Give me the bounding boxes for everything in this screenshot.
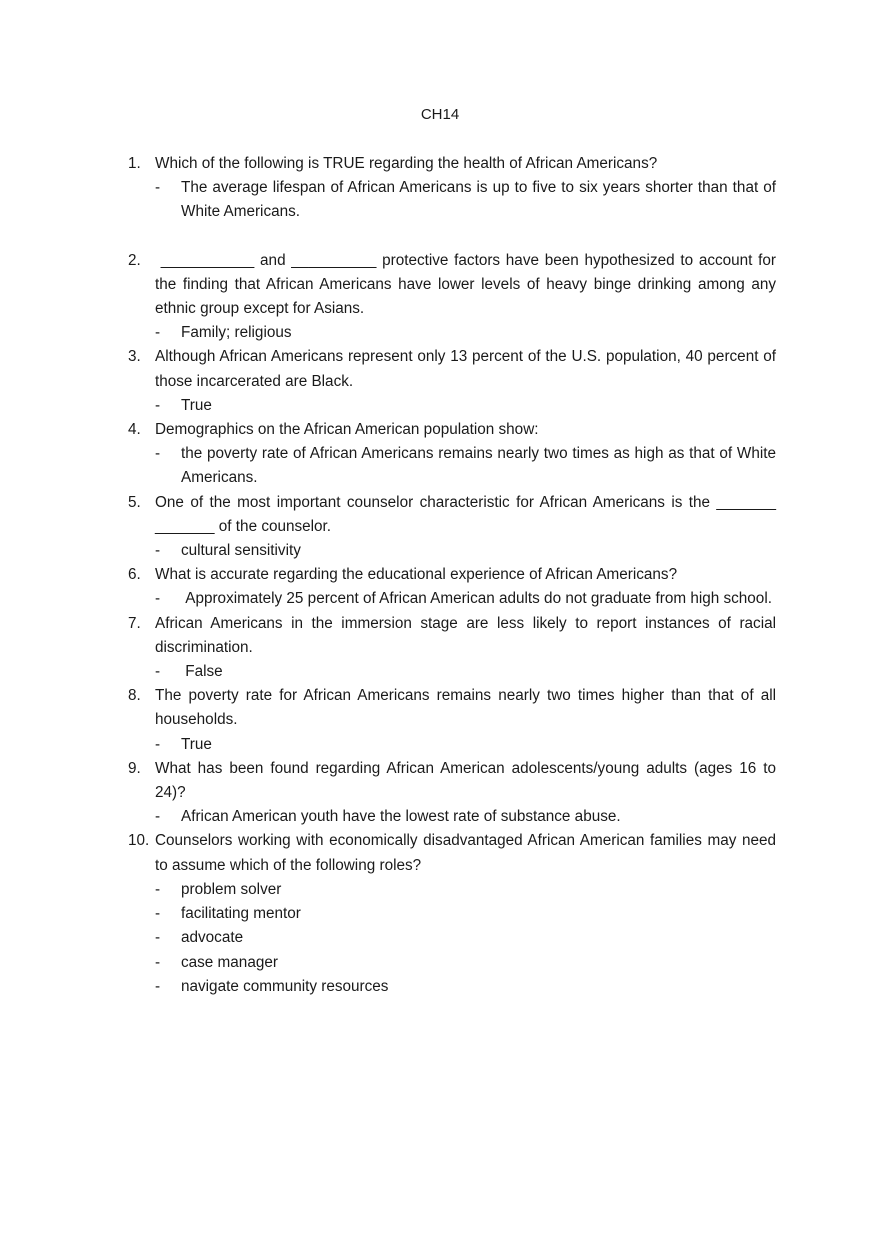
question-item [130, 345, 776, 418]
question-item [130, 152, 776, 225]
document-title: CH14 [420, 106, 460, 123]
answer-text: True [181, 735, 212, 753]
question-item [130, 491, 776, 564]
answer-bullet: - [155, 735, 161, 753]
question-text: ___________ and __________ protective factors have been hypothesized to account for the finding that African Americans have lower levels of heavy binge drinking among any ethnic group except for Asians. [155, 251, 781, 318]
question-text: What is accurate regarding the educational experience of African Americans? [155, 566, 678, 584]
question-item [130, 418, 776, 491]
answer-text: navigate community resources [181, 977, 389, 995]
question-item [130, 684, 776, 757]
answer-text: False [181, 663, 223, 681]
question-text: The poverty rate for African Americans remains nearly two times higher than that of all households. [155, 687, 776, 729]
question-text: Although African Americans represent only 13 percent of the U.S. population, 40 percent of those incarcerated are Black. [155, 348, 776, 390]
question-item [130, 612, 776, 685]
question-number: 6. [128, 566, 141, 584]
answer-item [155, 733, 776, 757]
answer-bullet: - [155, 905, 161, 923]
answer-item [155, 660, 776, 684]
answer-item [155, 951, 776, 975]
answer-item [155, 321, 776, 345]
question-number: 4. [128, 421, 141, 439]
question-number: 1. [128, 155, 141, 172]
answer-bullet: - [155, 977, 161, 995]
answer-bullet: - [155, 808, 161, 826]
answer-text: cultural sensitivity [181, 542, 301, 560]
question-item [130, 757, 776, 830]
answer-item [155, 539, 776, 563]
answer-text: Approximately 25 percent of African American adults do not graduate from high school. [181, 590, 772, 608]
answer-bullet: - [155, 663, 161, 681]
question-item [130, 829, 776, 998]
answer-bullet: - [155, 179, 161, 197]
answer-text: True [181, 396, 212, 414]
answer-item [155, 442, 776, 490]
question-number: 5. [128, 493, 141, 511]
question-number: 3. [128, 348, 141, 366]
answer-bullet: - [155, 324, 161, 342]
answer-item [155, 805, 776, 829]
answer-text: Family; religious [181, 324, 292, 342]
answer-item [155, 394, 776, 418]
answer-bullet: - [155, 542, 161, 560]
answer-text: The average lifespan of African Americans is up to five to six years shorter than that of White Americans. [181, 179, 776, 221]
answer-bullet: - [155, 396, 161, 414]
answer-text: the poverty rate of African Americans remains nearly two times as high as that of White Americans. [181, 445, 776, 487]
answer-bullet: - [155, 590, 161, 608]
question-number: 7. [128, 614, 141, 632]
answer-item [155, 878, 776, 902]
question-number: 10. [128, 832, 150, 850]
answer-text: facilitating mentor [181, 905, 301, 923]
answer-item [155, 975, 776, 999]
answer-item [155, 902, 776, 926]
question-text: Demographics on the African American population show: [155, 421, 539, 439]
question-item [128, 249, 781, 346]
answer-text: advocate [181, 929, 244, 947]
question-number: 9. [128, 759, 141, 777]
answer-text: case manager [181, 953, 278, 971]
answer-bullet: - [155, 445, 161, 463]
answer-item [155, 587, 776, 611]
question-item [130, 563, 776, 611]
answer-bullet: - [155, 880, 161, 898]
answer-bullet: - [155, 929, 161, 947]
question-text: African Americans in the immersion stage are less likely to report instances of racial discrimination. [155, 614, 776, 656]
question-list [128, 152, 781, 999]
question-text: Which of the following is TRUE regarding the health of African Americans? [155, 155, 658, 172]
answer-item [155, 926, 776, 950]
answer-bullet: - [155, 953, 161, 971]
question-text: What has been found regarding African American adolescents/young adults (ages 16 to 24)? [155, 759, 776, 802]
answer-text: problem solver [181, 880, 282, 898]
answer-text: African American youth have the lowest rate of substance abuse. [181, 808, 621, 826]
answer-item [155, 176, 776, 224]
question-number: 2. [128, 251, 141, 269]
question-text: Counselors working with economically disadvantaged African American families may need to assume which of the following roles? [155, 832, 776, 874]
question-number: 8. [128, 687, 141, 705]
question-text: One of the most important counselor characteristic for African Americans is the _______ _______ of the counselor. [155, 493, 776, 535]
